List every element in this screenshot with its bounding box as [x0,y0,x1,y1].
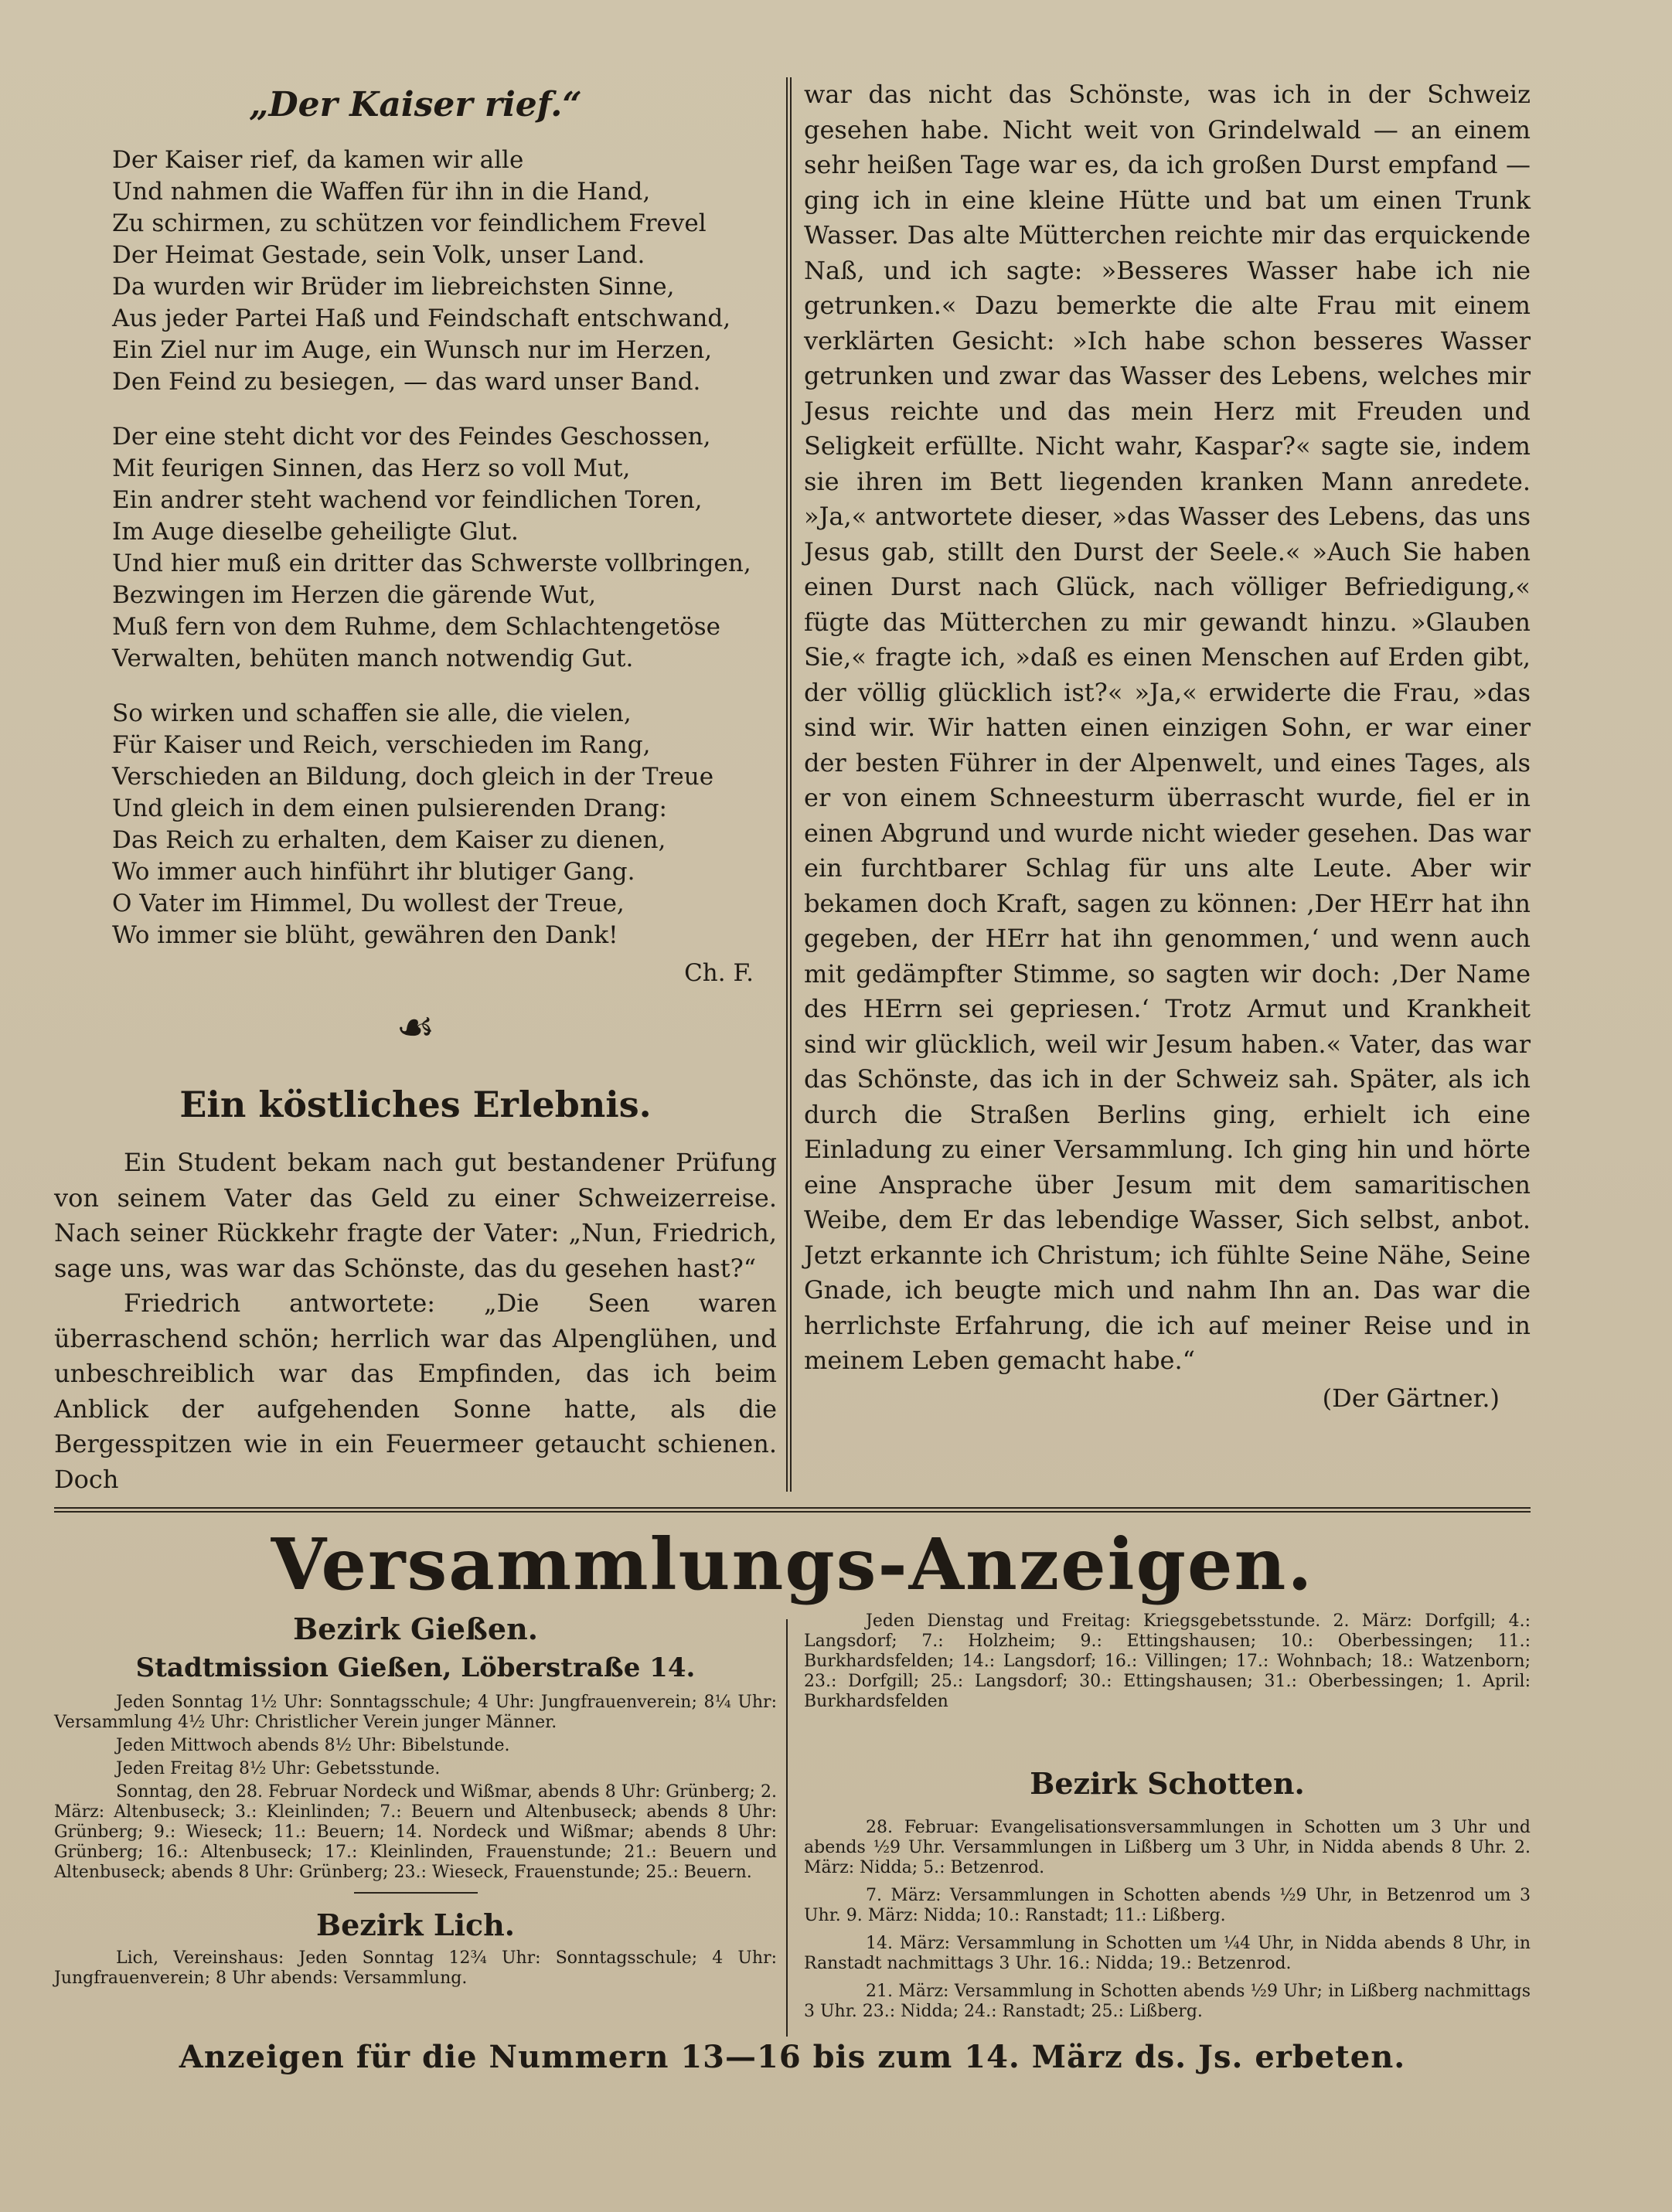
poem-line: Ein Ziel nur im Auge, ein Wunsch nur im Herzen, [112,336,713,364]
poem-line: Wo immer sie blüht, gewähren den Dank! [112,921,618,949]
poem-line: O Vater im Himmel, Du wollest der Treue, [112,890,625,917]
ads-right-column [804,1611,1531,2030]
story-title: Ein köstliches Erlebnis. [179,1084,652,1125]
poem-line: Zu schirmen, zu schützen vor feindlichem Frevel [112,209,707,237]
poem-line: Das Reich zu erhalten, dem Kaiser zu dienen, [112,826,666,854]
left-column [54,77,777,1497]
ad-paragraph: 28. Februar: Evangelisationsversammlungen in Schotten um 3 Uhr und abends ½9 Uhr. Versammlungen in Lißberg um 3 Uhr, in Nidda abends 8 Uhr. 2. März: Nidda; 5.: Betzenrod. [804,1818,1531,1877]
poem-line: Und hier muß ein dritter das Schwerste vollbringen, [112,550,751,577]
poem-stanza-2 [112,421,777,675]
ad-paragraph: Jeden Mittwoch abends 8½ Uhr: Bibelstunde. [116,1736,510,1755]
ad-paragraph: Jeden Sonntag 1½ Uhr: Sonntagsschule; 4 Uhr: Jungfrauenverein; 8¼ Uhr: Versammlung 4½ Uhr: Christlicher Verein junger Männer. [54,1693,777,1732]
ads-heading: Versammlungs-Anzeigen. [271,1523,1314,1606]
poem-line: Für Kaiser und Reich, verschieden im Rang, [112,731,651,759]
ad-paragraph: Lich, Vereinshaus: Jeden Sonntag 12¾ Uhr: Sonntagsschule; 4 Uhr: Jungfrauenverein; 8 Uhr abends: Versammlung. [54,1948,777,1988]
ad-paragraph: Jeden Freitag 8½ Uhr: Gebetsstunde. [116,1759,441,1778]
poem-title: „Der Kaiser rief.“ [249,85,582,124]
poem-line: Bezwingen im Herzen die gärende Wut, [112,581,597,609]
story-body-left [54,1145,777,1497]
column-divider [786,77,792,1492]
venue-heading-stadtmission: Stadtmission Gießen, Löberstraße 14. [135,1652,696,1683]
poem-line: Der Heimat Gestade, sein Volk, unser Land. [112,241,645,269]
poem-line: Verschieden an Bildung, doch gleich in der Treue [112,763,714,791]
ad-paragraph: 21. März: Versammlung in Schotten abends ½9 Uhr; in Lißberg nachmittags 3 Uhr. 23.: Nidda; 24.: Ranstadt; 25.: Lißberg. [804,1982,1531,2021]
story-paragraph-continued: war das nicht das Schönste, was ich in der Schweiz gesehen habe. Nicht weit von Grindelwald — an einem sehr heißen Tage war es, da ich großen Durst empfand — ging ich in eine kleine Hütte und bat um einen Trunk Wasser. Das alte Mütterchen reichte mir das erquickende Naß, und ich sagte: »Besseres Wasser habe ich nie getrunken.« Dazu bemerkte die alte Frau mit einem verklärten Gesicht: »Ich habe schon besseres Wasser getrunken und zwar das Wasser des Lebens, welches mir Jesus reichte und das mein Herz mit Freuden und Seligkeit erfüllte. Nicht wahr, Kaspar?« sagte sie, indem sie ihren im Bett liegenden kranken Mann anredete. »Ja,« antwortete dieser, »das Wasser des Lebens, das uns Jesus gab, stillt den Durst der Seele.« »Auch Sie haben einen Durst nach Glück, nach völliger Befriedigung,« fügte das Mütterchen zu mir gewandt hinzu. »Glauben Sie,« fragte ich, »daß es einen Menschen auf Erden gibt, der völlig glücklich ist?« »Ja,« erwiderte die Frau, »das sind wir. Wir hatten einen einzigen Sohn, er war einer der besten Führer in der Alpenwelt, und eines Tages, als er von einem Schneesturm überrascht wurde, fiel er in einen Abgrund und wurde nicht wieder gesehen. Das war ein furchtbarer Schlag für uns alte Leute. Aber wir bekamen doch Kraft, sagen zu können: ‚Der HErr hat ihn gegeben, der HErr hat ihn genommen,‘ und wenn auch mit gedämpfter Stimme, so sagten wir doch: ‚Der Name des HErrn sei gepriesen.‘ Trotz Armut und Krankheit sind wir glücklich, weil wir Jesum haben.« Vater, das war das Schönste, das ich in der Schweiz sah. Später, als ich durch die Straßen Berlins ging, erhielt ich eine Einladung zu einer Versammlung. Ich ging hin und hörte eine Ansprache über Jesum mit dem samaritischen Weibe, dem Er das lebendige Wasser, Sich selbst, anbot. Jetzt erkannte ich Christum; ich fühlte Seine Nähe, Seine Gnade, ich beugte mich und nahm Ihn an. Das war die herrlichste Erfahrung, die ich auf meiner Reise und in meinem Leben gemacht habe.“ [804,80,1531,1375]
poem-line: Wo immer auch hinführt ihr blutiger Gang. [112,858,635,886]
poem-line: Der eine steht dicht vor des Feindes Geschossen, [112,423,711,451]
ads-left-column [54,1611,777,1992]
section-divider [54,1507,1531,1513]
ads-column-divider [786,1619,788,2037]
poem-line: Der Kaiser rief, da kamen wir alle [112,146,524,174]
poem-line: Verwalten, behüten manch notwendig Gut. [112,645,634,672]
ad-paragraph: Jeden Dienstag und Freitag: Kriegsgebetsstunde. 2. März: Dorfgill; 4.: Langsdorf; 7.: Holzheim; 9.: Ettingshausen; 10.: Oberbessingen; 11.: Burkhardsfelden; 14.: Langsdorf; 16.: Villingen; 17.: Wohnbach; 18.: Watzenborn; 23.: Dorfgill; 25.: Langsdorf; 30.: Ettingshausen; 31.: Oberbessingen; 1. April: Burkhardsfelden [804,1611,1531,1711]
poem-line: Aus jeder Partei Haß und Feindschaft entschwand, [112,305,731,332]
poem-line: Und gleich in dem einen pulsierenden Drang: [112,795,667,822]
ads-deadline-footer: Anzeigen für die Nummern 13—16 bis zum 14. März ds. Js. erbeten. [179,2039,1406,2075]
ad-paragraph: 7. März: Versammlungen in Schotten abends ½9 Uhr, in Betzenrod um 3 Uhr. 9. März: Nidda; 10.: Ranstadt; 11.: Lißberg. [804,1886,1531,1925]
poem-line: Mit feurigen Sinnen, das Herz so voll Mut, [112,454,631,482]
poem-line: Und nahmen die Waffen für ihn in die Hand, [112,178,651,206]
story-paragraph: Friedrich antwortete: „Die Seen waren überraschend schön; herrlich war das Alpenglühen, und unbeschreiblich war das Empfinden, das ich beim Anblick der aufgehenden Sonne hatte, als die Bergesspitzen wie in ein Feuermeer getaucht schienen. Doch [54,1288,777,1494]
poem-line: Im Auge dieselbe geheiligte Glut. [112,518,519,546]
right-column [804,77,1531,1413]
district-heading-giessen: Bezirk Gießen. [293,1611,538,1646]
story-paragraph: Ein Student bekam nach gut bestandener Prüfung von seinem Vater das Geld zu einer Schweizerreise. Nach seiner Rückkehr fragte der Vater: „Nun, Friedrich, sage uns, was war das Schönste, das du gesehen hast?“ [54,1148,777,1283]
poem-line: Den Feind zu besiegen, — das ward unser Band. [112,368,701,396]
district-heading-schotten: Bezirk Schotten. [1030,1766,1305,1801]
district-heading-lich: Bezirk Lich. [315,1907,516,1942]
poem-line: Da wurden wir Brüder im liebreichsten Sinne, [112,273,675,301]
poem-line: Muß fern von dem Ruhme, dem Schlachtengetöse [112,613,720,641]
poem-stanza-1 [112,145,777,398]
story-source: (Der Gärtner.) [1322,1383,1500,1413]
poem-line: So wirken und schaffen sie alle, die vielen, [112,699,632,727]
ad-paragraph: 14. März: Versammlung in Schotten um ¼4 Uhr, in Nidda abends 8 Uhr, in Ranstadt nachmittags 3 Uhr. 16.: Nidda; 19.: Betzenrod. [804,1934,1531,1973]
ad-separator [354,1892,478,1894]
fleuron-ornament-icon: ☙ [396,1002,435,1053]
poem-line: Ein andrer steht wachend vor feindlichen Toren, [112,486,703,514]
ad-paragraph: Sonntag, den 28. Februar Nordeck und Wißmar, abends 8 Uhr: Grünberg; 2. März: Altenbuseck; 3.: Kleinlinden; 7.: Beuern und Altenbuseck; abends 8 Uhr: Grünberg; 9.: Wieseck; 11.: Beuern; 14. Nordeck und Wißmar; abends 8 Uhr: Grünberg; 16.: Altenbuseck; 17.: Kleinlinden, Frauenstunde; 21.: Beuern und Altenbuseck; abends 8 Uhr: Grünberg; 23.: Wieseck, Frauenstunde; 25.: Beuern. [54,1782,777,1882]
poem-stanza-3 [112,698,777,951]
poem-signature: Ch. F. [684,959,754,987]
